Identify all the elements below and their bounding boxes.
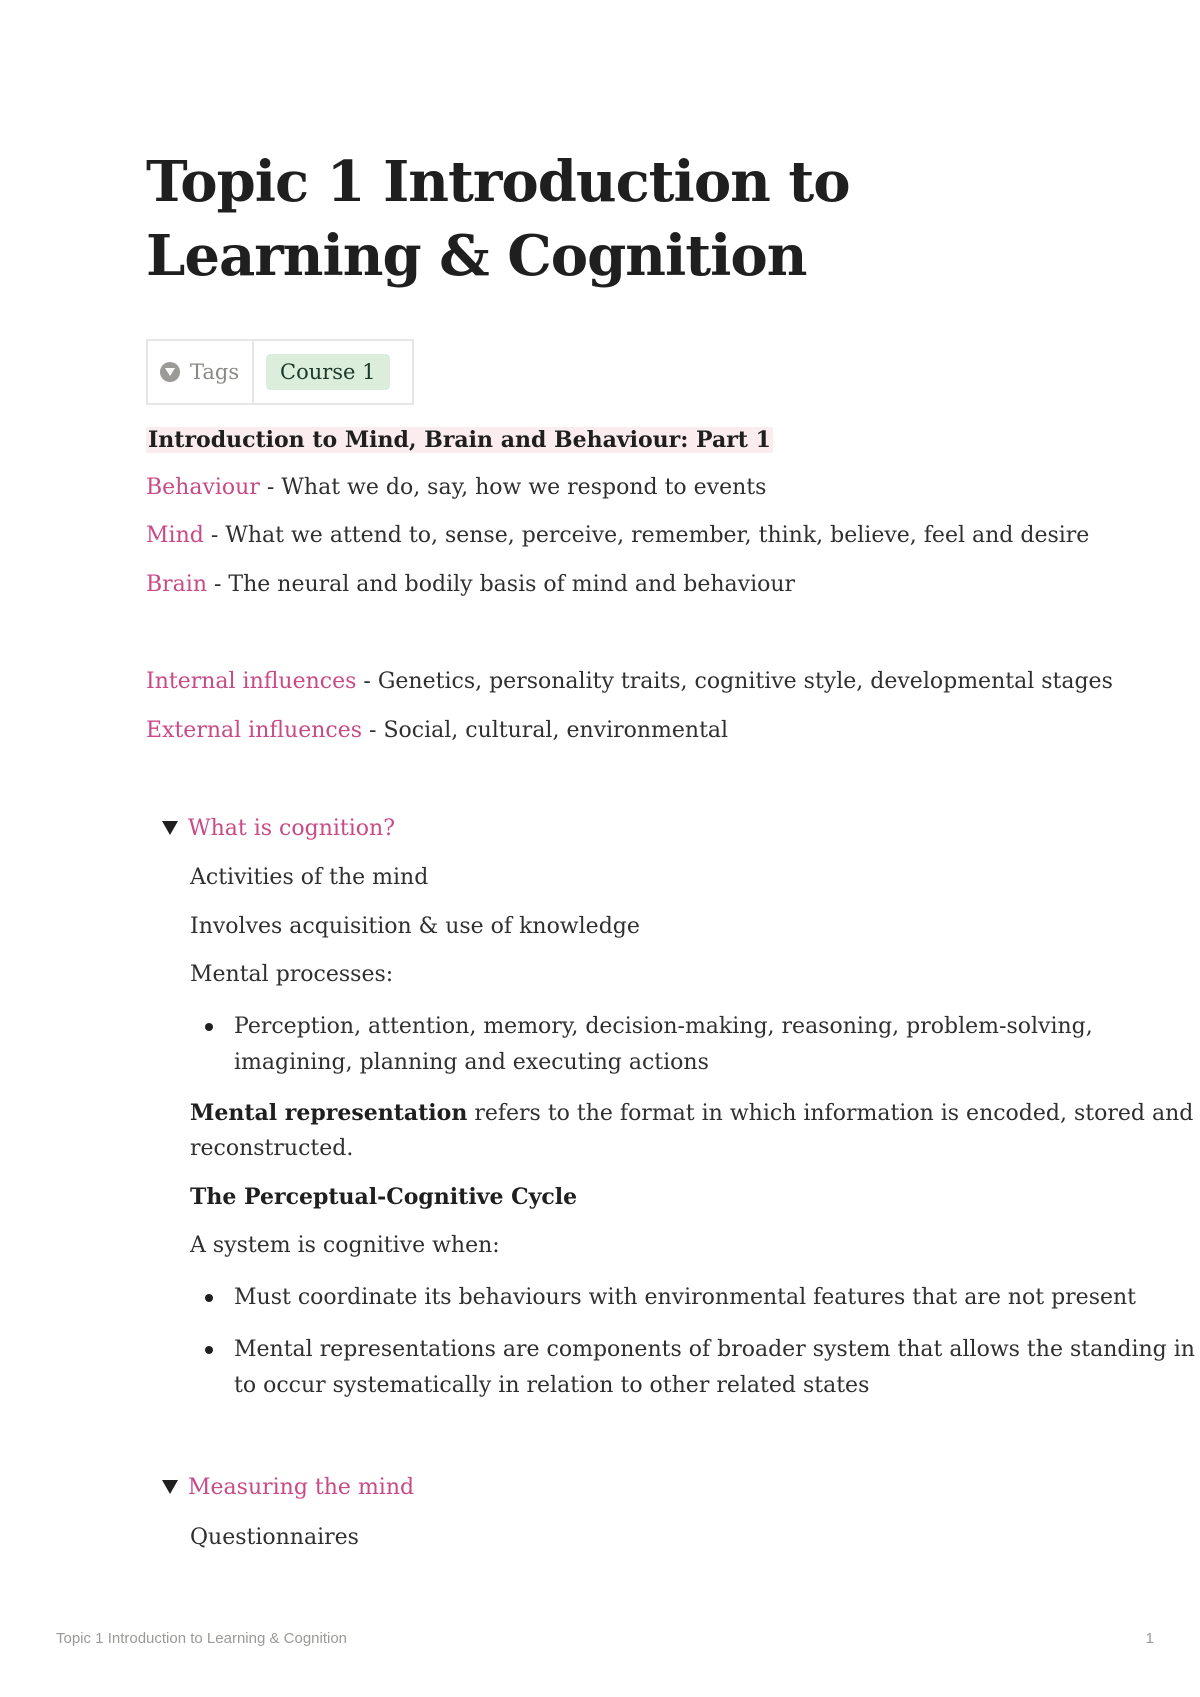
definition-mind [146,518,1089,554]
toggle-arrow-icon[interactable] [162,821,178,835]
page-title: Topic 1 Introduction to Learning & Cognition [146,149,850,289]
bullet-dot [205,1294,213,1302]
bullet-dot [205,1346,213,1354]
definition-term: Mind [146,523,204,548]
influence-term: Internal influences [146,669,357,694]
footer-page-number: 1 [1145,1630,1154,1647]
cognition-line: Activities of the mind [190,865,429,890]
definition-text: - What we attend to, sense, perceive, remember, think, believe, feel and desire [203,523,1090,548]
bullet-item-line: Mental representations are components of broader system that allows the standing in [234,1337,1195,1362]
bullet-item-line: Must coordinate its behaviours with environmental features that are not present [234,1285,1137,1310]
cycle-heading: The Perceptual-Cognitive Cycle [190,1184,578,1210]
tags-property-name[interactable] [148,341,254,403]
system-intro: A system is cognitive when: [190,1233,500,1258]
tag-icon [160,362,180,382]
tag-chip-course[interactable]: Course 1 [266,354,390,390]
mental-representation-term: Mental representation [190,1100,468,1126]
definition-term: Behaviour [146,475,260,500]
influence-internal [146,664,1113,700]
toggle-cognition-label[interactable]: What is cognition? [188,816,395,841]
toggle-arrow-icon[interactable] [162,1480,178,1494]
bullet-item-line: imagining, planning and executing actions [234,1050,709,1075]
mental-representation-paragraph [190,1095,1193,1132]
properties-table [146,339,414,405]
cognition-line: Mental processes: [190,962,394,987]
definition-text: - The neural and bodily basis of mind and behaviour [207,572,796,597]
toggle-measuring-label[interactable]: Measuring the mind [188,1475,415,1500]
section-heading [146,422,773,459]
definition-behaviour [146,470,766,506]
section-heading-text: Introduction to Mind, Brain and Behaviour: Part 1 [148,427,771,453]
bullet-item-line: Perception, attention, memory, decision-making, reasoning, problem-solving, [234,1014,1093,1039]
bullet-dot [205,1023,213,1031]
mental-representation-continued: reconstructed. [190,1136,354,1161]
influence-text: - Genetics, personality traits, cognitive style, developmental stages [356,669,1113,694]
tags-property-value[interactable] [254,341,412,403]
influence-external [146,713,728,749]
mental-representation-text: refers to the format in which information is encoded, stored and [467,1101,1194,1126]
definition-term: Brain [146,572,208,597]
cognition-line: Involves acquisition & use of knowledge [190,914,640,939]
definition-brain [146,567,795,603]
influence-text: - Social, cultural, environmental [362,718,729,743]
footer-title: Topic 1 Introduction to Learning & Cognition [56,1630,348,1647]
influence-term: External influences [146,718,363,743]
definition-text: - What we do, say, how we respond to events [259,475,767,500]
tags-label: Tags [190,360,240,384]
measuring-line: Questionnaires [190,1525,359,1550]
bullet-item-line: to occur systematically in relation to other related states [234,1373,870,1398]
